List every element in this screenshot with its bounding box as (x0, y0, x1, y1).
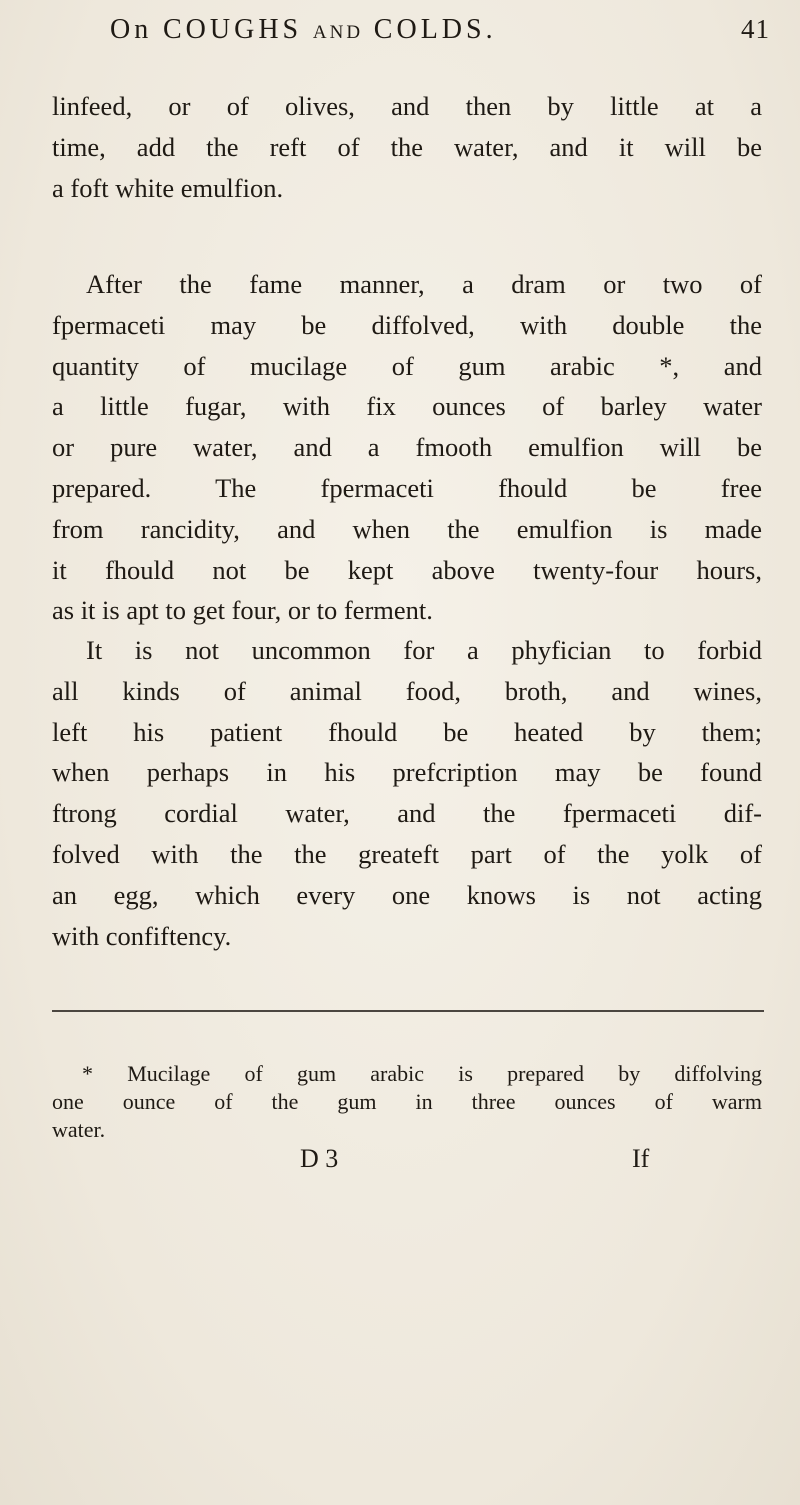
title-word-coughs: COUGHS (162, 14, 303, 45)
text-line: from rancidity, and when the emulfion is made (52, 513, 762, 544)
text-line: It is not uncommon for a phyfician to forbid (86, 635, 762, 665)
text-line: a little fugar, with fix ounces of barley water (52, 391, 762, 422)
footnote-line: one ounce of the gum in three ounces of warm (52, 1089, 762, 1114)
title-word-and: AND (312, 22, 364, 43)
text-line: an egg, which every one knows is not acting (52, 879, 762, 910)
running-header (110, 14, 790, 64)
footnote-line: * Mucilage of gum arabic is prepared by diffolving (82, 1061, 762, 1086)
text-line: all kinds of animal food, broth, and wines, (52, 675, 762, 706)
title-word-colds: COLDS. (373, 14, 497, 45)
text-line: as it is apt to get four, or to ferment. (52, 595, 433, 626)
footnote-rule (52, 1010, 764, 1012)
paragraph-continued (52, 86, 762, 208)
footnote (52, 1060, 762, 1144)
text-line: prepared. The fpermaceti fhould be free (52, 472, 762, 503)
text-line: it fhould not be kept above twenty-four hours, (52, 554, 762, 585)
text-line: left his patient fhould be heated by them; (52, 716, 762, 747)
text-line: a foft white emulfion. (52, 172, 284, 203)
footnote-line: water. (52, 1117, 106, 1142)
text-line: ftrong cordial water, and the fpermaceti dif- (52, 798, 762, 829)
catchword: If (632, 1144, 650, 1173)
text-line: fpermaceti may be diffolved, with double the (52, 309, 762, 340)
signature-mark: D 3 (300, 1144, 339, 1173)
text-line: when perhaps in his prefcription may be found (52, 757, 762, 788)
text-line: quantity of mucilage of gum arabic *, and (52, 350, 762, 381)
paragraph-spermaceti (52, 264, 762, 631)
paragraph-physician (52, 630, 762, 956)
text-line: time, add the reft of the water, and it will be (52, 131, 762, 162)
text-line: folved with the the greateft part of the yolk of (52, 838, 762, 869)
text-line: linfeed, or of olives, and then by little at a (52, 91, 762, 121)
text-line: After the fame manner, a dram or two of (86, 269, 762, 299)
page-number: 41 (741, 14, 770, 44)
running-title (110, 14, 497, 46)
title-word-on: On (110, 14, 153, 45)
text-line: with confiftency. (52, 920, 232, 951)
text-line: or pure water, and a fmooth emulfion will be (52, 432, 762, 463)
signature-line (0, 1144, 800, 1184)
